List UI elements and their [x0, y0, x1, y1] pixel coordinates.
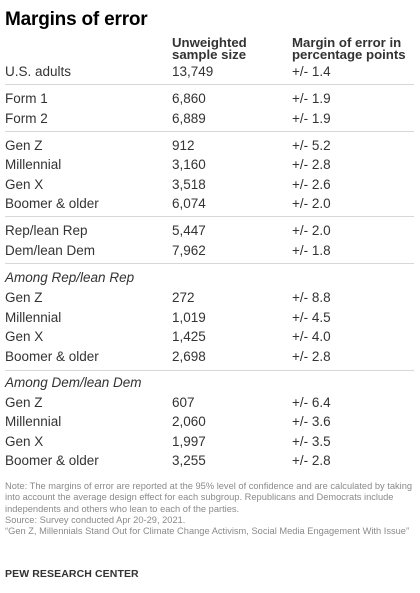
row-divider — [5, 216, 414, 217]
margin-of-error-cell: +/- 1.8 — [292, 243, 331, 258]
sample-size-cell: 3,255 — [172, 453, 206, 468]
margin-of-error-cell: +/- 1.9 — [292, 91, 331, 106]
row-divider — [5, 84, 414, 85]
margin-of-error-cell: +/- 2.8 — [292, 157, 331, 172]
footnote-source: Source: Survey conducted Apr 20-29, 2021. — [5, 514, 186, 525]
sample-size-cell: 6,074 — [172, 196, 206, 211]
column-header-margin-of-error-line1: Margin of error in — [292, 35, 402, 50]
sample-size-cell: 3,518 — [172, 177, 206, 192]
table-row — [0, 137, 420, 155]
sample-size-cell: 2,060 — [172, 414, 206, 429]
sample-size-cell: 6,889 — [172, 111, 206, 126]
margin-of-error-cell: +/- 6.4 — [292, 395, 331, 410]
sample-size-cell: 272 — [172, 290, 195, 305]
row-label: Boomer & older — [5, 349, 99, 364]
table-row — [0, 452, 420, 470]
table-row — [0, 156, 420, 174]
row-label: Boomer & older — [5, 453, 99, 468]
row-label: Millennial — [5, 157, 62, 172]
section-header-label: Among Rep/lean Rep — [5, 270, 135, 285]
table-row — [0, 309, 420, 327]
row-label: Gen Z — [5, 395, 43, 410]
section-header — [0, 374, 420, 392]
table-row — [0, 63, 420, 81]
brand-logo-text: PEW RESEARCH CENTER — [5, 568, 139, 580]
sample-size-cell: 607 — [172, 395, 195, 410]
row-label: Form 2 — [5, 111, 48, 126]
row-divider — [5, 370, 414, 371]
table-row — [0, 394, 420, 412]
margin-of-error-cell: +/- 2.0 — [292, 223, 331, 238]
margin-of-error-cell: +/- 4.0 — [292, 329, 331, 344]
row-label: Boomer & older — [5, 196, 99, 211]
row-label: U.S. adults — [5, 64, 72, 79]
margin-of-error-cell: +/- 3.5 — [292, 434, 331, 449]
margin-of-error-cell: +/- 2.8 — [292, 349, 331, 364]
row-label: Rep/lean Rep — [5, 223, 88, 238]
section-header — [0, 269, 420, 287]
margin-of-error-cell: +/- 2.6 — [292, 177, 331, 192]
table-row — [0, 328, 420, 346]
row-label: Gen X — [5, 434, 44, 449]
sample-size-cell: 1,997 — [172, 434, 206, 449]
sample-size-cell: 5,447 — [172, 223, 206, 238]
footnote-note: Note: The margins of error are reported at the 95% level of confidence and are calculated by taking into account the average design effect for each subgroup. Republicans and Democrats include independents and others who lean to each of the parties. — [5, 481, 413, 514]
row-label: Millennial — [5, 414, 62, 429]
sample-size-cell: 2,698 — [172, 349, 206, 364]
margin-of-error-cell: +/- 4.5 — [292, 310, 331, 325]
margin-of-error-cell: +/- 2.8 — [292, 453, 331, 468]
column-header-margin-of-error-line2: percentage points — [292, 47, 406, 62]
sample-size-cell: 1,425 — [172, 329, 206, 344]
footnote-report-title: “Gen Z, Millennials Stand Out for Climate Change Activism, Social Media Engagement With Issue” — [5, 526, 410, 537]
column-header-sample-size-line1: Unweighted — [172, 35, 247, 50]
sample-size-cell: 13,749 — [172, 64, 214, 79]
row-label: Gen Z — [5, 138, 43, 153]
table-row — [0, 110, 420, 128]
sample-size-cell: 3,160 — [172, 157, 206, 172]
margin-of-error-cell: +/- 8.8 — [292, 290, 331, 305]
margin-of-error-cell: +/- 1.4 — [292, 64, 331, 79]
table-row — [0, 413, 420, 431]
page-title: Margins of error — [5, 9, 148, 30]
table-row — [0, 90, 420, 108]
row-label: Form 1 — [5, 91, 48, 106]
table-row — [0, 433, 420, 451]
table-row — [0, 195, 420, 213]
row-divider — [5, 131, 414, 132]
table-row — [0, 348, 420, 366]
table-row — [0, 289, 420, 307]
sample-size-cell: 912 — [172, 138, 195, 153]
table-row — [0, 176, 420, 194]
section-header-label: Among Dem/lean Dem — [5, 375, 142, 390]
column-header-sample-size-line2: sample size — [172, 47, 247, 62]
sample-size-cell: 7,962 — [172, 243, 206, 258]
table-row — [0, 222, 420, 240]
margin-of-error-cell: +/- 1.9 — [292, 111, 331, 126]
row-label: Millennial — [5, 310, 62, 325]
row-label: Gen X — [5, 329, 44, 344]
row-label: Dem/lean Dem — [5, 243, 96, 258]
margin-of-error-cell: +/- 2.0 — [292, 196, 331, 211]
margin-of-error-cell: +/- 3.6 — [292, 414, 331, 429]
sample-size-cell: 1,019 — [172, 310, 206, 325]
row-label: Gen Z — [5, 290, 43, 305]
row-divider — [5, 263, 414, 264]
footnotes — [5, 481, 414, 537]
table-row — [0, 242, 420, 260]
row-label: Gen X — [5, 177, 44, 192]
margin-of-error-cell: +/- 5.2 — [292, 138, 331, 153]
sample-size-cell: 6,860 — [172, 91, 206, 106]
